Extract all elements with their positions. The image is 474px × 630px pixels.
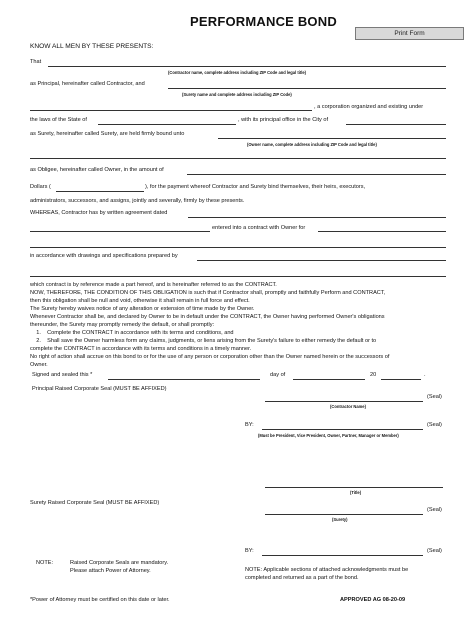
administrators-text: administrators, successors, and assigns, jointly and severally, firmly by these presents. <box>30 198 245 204</box>
seal-1: (Seal) <box>427 394 442 400</box>
note-right-1: NOTE: Applicable sections of attached acknowledgments must be <box>245 567 409 573</box>
prepared-by-field[interactable] <box>197 260 446 261</box>
body-line-5: Whenever Contractor shall be, and declared by Owner to be in default under the CONTRACT, the Owner having performed Owner's obligations <box>30 314 385 320</box>
whereas-text: WHEREAS, Contractor has by written agreement dated <box>30 210 168 216</box>
principal-office-text: , with its principal office in the City of <box>238 117 329 123</box>
owner-field[interactable] <box>218 138 446 139</box>
year-field[interactable] <box>381 379 421 380</box>
body-line-7: 1. Complete the CONTRACT in accordance with its terms and conditions, and <box>30 330 234 336</box>
body-line-6: thereunder, the Surety may promptly remedy the default, or shall promptly: <box>30 322 215 328</box>
surety-caption: (Surety name and complete address including ZIP Code) <box>182 92 292 97</box>
print-form-button[interactable]: Print Form <box>355 27 464 40</box>
body-line-9: complete the CONTRACT in accordance with its terms and conditions in a timely manner. <box>30 346 252 352</box>
as-principal-text: as Principal, hereinafter called Contractor, and <box>30 81 145 87</box>
contractor-name-caption: (Contractor Name) <box>330 404 366 409</box>
month-field[interactable] <box>293 379 365 380</box>
body-line-3: then this obligation shall be null and void, otherwise it shall remain in full force and effect. <box>30 298 250 304</box>
body-line-10: No right of action shall accrue on this bond to or for the use of any person or corporation other than the Owner named herein or the successors of <box>30 354 390 360</box>
seal-2: (Seal) <box>427 422 442 428</box>
signed-sealed-label: Signed and sealed this * <box>32 372 93 378</box>
dollars-field[interactable] <box>56 191 144 192</box>
by-label-2: BY: <box>245 548 254 554</box>
dollars-text: ), for the payment whereof Contractor and Surety bind themselves, their heirs, executors, <box>145 184 366 190</box>
title-caption: (Title) <box>350 490 362 495</box>
contract-for-field-2[interactable] <box>30 247 446 248</box>
title-field[interactable] <box>265 487 443 488</box>
surety-field-2[interactable] <box>30 110 312 111</box>
body-line-4: The Surety hereby waives notice of any alteration or extension of time made by the Owner. <box>30 306 255 312</box>
entered-into-text: entered into a contract with Owner for <box>212 225 306 231</box>
signed-day-field[interactable] <box>108 379 260 380</box>
seal-4: (Seal) <box>427 548 442 554</box>
know-all-heading: KNOW ALL MEN BY THESE PRESENTS: <box>30 43 154 50</box>
body-line-8: 2. Shall save the Owner harmless form any claims, judgments, or liens arising from the Surety's failure to either remedy the default or to <box>30 338 377 344</box>
principal-seal-label: Principal Raised Corporate Seal (MUST BE AFFIXED) <box>32 386 167 392</box>
body-line-11: Owner. <box>30 362 48 368</box>
note-label: NOTE: <box>36 560 54 566</box>
as-surety-text: as Surety, hereinafter called Surety, are held firmly bound unto <box>30 131 185 137</box>
page-title: PERFORMANCE BOND <box>190 14 337 29</box>
city-field[interactable] <box>346 124 446 125</box>
amount-field[interactable] <box>187 174 446 175</box>
that-label: That <box>30 59 42 65</box>
note-right-2: completed and returned as a part of the bond. <box>245 575 359 581</box>
body-line-1: which contract is by reference made a part hereof, and is hereinafter referred to as the CONTRACT. <box>30 282 277 288</box>
surety-name-field[interactable] <box>265 514 423 515</box>
power-attorney-note: *Power of Attorney must be certified on this date or later. <box>30 597 170 603</box>
approved-text: APPROVED AG 08-20-09 <box>340 597 406 603</box>
corporation-text: , a corporation organized and existing under <box>314 104 424 110</box>
seal-3: (Seal) <box>427 507 442 513</box>
dollars-label: Dollars ( <box>30 184 51 190</box>
prepared-by-field-2[interactable] <box>30 276 446 277</box>
surety-seal-label: Surety Raised Corporate Seal (MUST BE AFFIXED) <box>30 500 160 506</box>
accordance-text: in accordance with drawings and specifications prepared by <box>30 253 178 259</box>
contract-for-field[interactable] <box>318 231 446 232</box>
note-left-2: Please attach Power of Attorney. <box>70 568 151 574</box>
state-field[interactable] <box>98 124 236 125</box>
owner-caption: (Owner name, complete address including ZIP Code and legal title) <box>247 142 377 147</box>
note-left-1: Raised Corporate Seals are mandatory. <box>70 560 169 566</box>
surety-caption-2: (Surety) <box>332 517 348 522</box>
laws-state-label: the laws of the State of <box>30 117 87 123</box>
surety-signature-field[interactable] <box>262 555 423 556</box>
contractor-name-field[interactable] <box>265 401 423 402</box>
surety-field[interactable] <box>168 88 446 89</box>
agreement-date-field[interactable] <box>188 217 446 218</box>
body-line-2: NOW, THEREFORE, THE CONDITION OF THIS OBLIGATION is such that if Contractor shall, promptly and faithfully Perform and CONTRACT, <box>30 290 386 296</box>
year-prefix: 20 <box>370 372 377 378</box>
day-of-label: day of <box>270 372 286 378</box>
agreement-field-2[interactable] <box>30 231 210 232</box>
as-obligee-text: as Obligee, hereinafter called Owner, in the amount of <box>30 167 164 173</box>
by-label-1: BY: <box>245 422 254 428</box>
contractor-caption: (Contractor name, complete address including ZIP Code and legal title) <box>168 70 306 75</box>
principal-signature-field[interactable] <box>262 429 423 430</box>
owner-field-2[interactable] <box>30 158 446 159</box>
must-be-caption: (Must be President, Vice President, Owner, Partner, Manager or Member) <box>258 433 399 438</box>
contractor-field[interactable] <box>48 66 446 67</box>
